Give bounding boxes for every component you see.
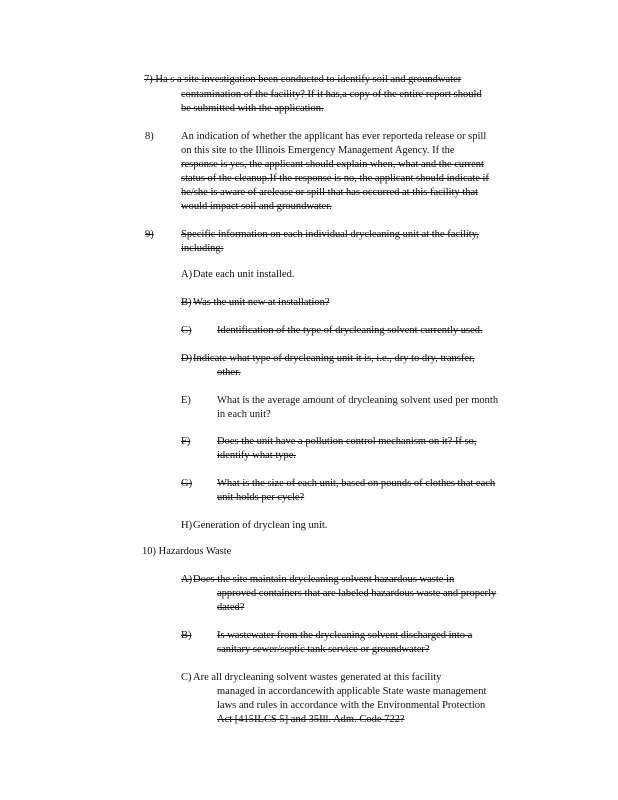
item10-c-line-3: laws and rules in accordance with the Environmental Protection xyxy=(217,700,486,711)
item10-heading: 10) Hazardous Waste xyxy=(142,546,232,557)
item9-c-label: C) xyxy=(181,325,192,336)
item9-g-line-2: unit holds per cycle? xyxy=(217,492,305,503)
item9-line-2: including: xyxy=(181,243,224,254)
item10-c-line-4: Act [415ILCS 5] and 35Ill. Adm. Code 722? xyxy=(217,714,405,725)
item8-line-5: he/she is aware of arelease or spill that has occurred at this facility that xyxy=(181,187,479,198)
item10-c-label: C) xyxy=(181,672,192,683)
item10-a-line-1: Does the site maintain drycleaning solvent hazardous waste in xyxy=(193,574,455,585)
item9-e-label: E) xyxy=(181,395,191,406)
item7-line-3: be submitted with the application. xyxy=(181,103,324,114)
item9-b-label: B) xyxy=(181,297,192,308)
item9-d-label: D) xyxy=(181,353,193,364)
item10-b-line-2: sanitary sewer/septic tank service or groundwater? xyxy=(217,644,430,655)
item10-a-label: A) xyxy=(181,574,193,585)
item10-a-line-3: dated? xyxy=(217,602,245,613)
item9-e-line-2: in each unit? xyxy=(217,409,271,420)
item9-number: 9) xyxy=(145,229,154,240)
item9-b-line-1: Was the unit new at installation? xyxy=(193,297,330,308)
item8-line-6: would impact soil and groundwater. xyxy=(181,201,332,212)
item9-h-line-1: Generation of dryclean ing unit. xyxy=(193,520,328,531)
item9-d-line-1: Indicate what type of drycleaning unit it is, i.e., dry to dry, transfer, xyxy=(193,353,475,364)
item8-line-1: An indication of whether the applicant has ever reporteda release or spill xyxy=(181,131,487,142)
item9-h-label: H) xyxy=(181,520,193,531)
item9-line-1: Specific information on each individual drycleaning unit at the facility, xyxy=(181,229,479,240)
item8-line-2: on this site to the Illinois Emergency Management Agency. If the xyxy=(181,145,455,156)
item9-g-label: G) xyxy=(181,478,193,489)
item9-c-line-1: Identification of the type of drycleaning solvent currently used. xyxy=(217,325,483,336)
item9-g-line-1: What is the size of each unit, based on pounds of clothes that each xyxy=(217,478,496,489)
item8-line-3: response is yes, the applicant should explain when, what and the current xyxy=(181,159,484,170)
item9-f-line-1: Does the unit have a pollution control mechanism on it? If so, xyxy=(217,436,477,447)
item7-line-1: 7) Ha s a site investigation been conducted to identify soil and groundwater xyxy=(144,74,462,85)
item9-a-label: A) xyxy=(181,269,193,280)
item9-e-line-1: What is the average amount of drycleaning solvent used per month xyxy=(217,395,499,406)
item10-c-line-1: Are all drycleaning solvent wastes generated at this facility xyxy=(193,672,442,683)
item10-b-line-1: Is wastewater from the drycleaning solvent discharged into a xyxy=(217,630,473,641)
item10-c-line-2: managed in accordancewith applicable State waste management xyxy=(217,686,487,697)
item8-number: 8) xyxy=(145,131,154,142)
item8-line-4: status of the cleanup.If the response is no, the applicant should indicate if xyxy=(181,173,489,184)
item9-d-line-2: other. xyxy=(217,367,241,378)
item10-b-label: B) xyxy=(181,630,192,641)
item9-f-line-2: identify what type. xyxy=(217,450,297,461)
item9-a-line-1: Date each unit installed. xyxy=(193,269,295,280)
item9-f-label: F) xyxy=(181,436,191,447)
item10-a-line-2: approved containers that are labeled hazardous waste and properly xyxy=(217,588,497,599)
item7-line-2: contamination of the facility? If it has,a copy of the entire report should xyxy=(181,89,482,100)
